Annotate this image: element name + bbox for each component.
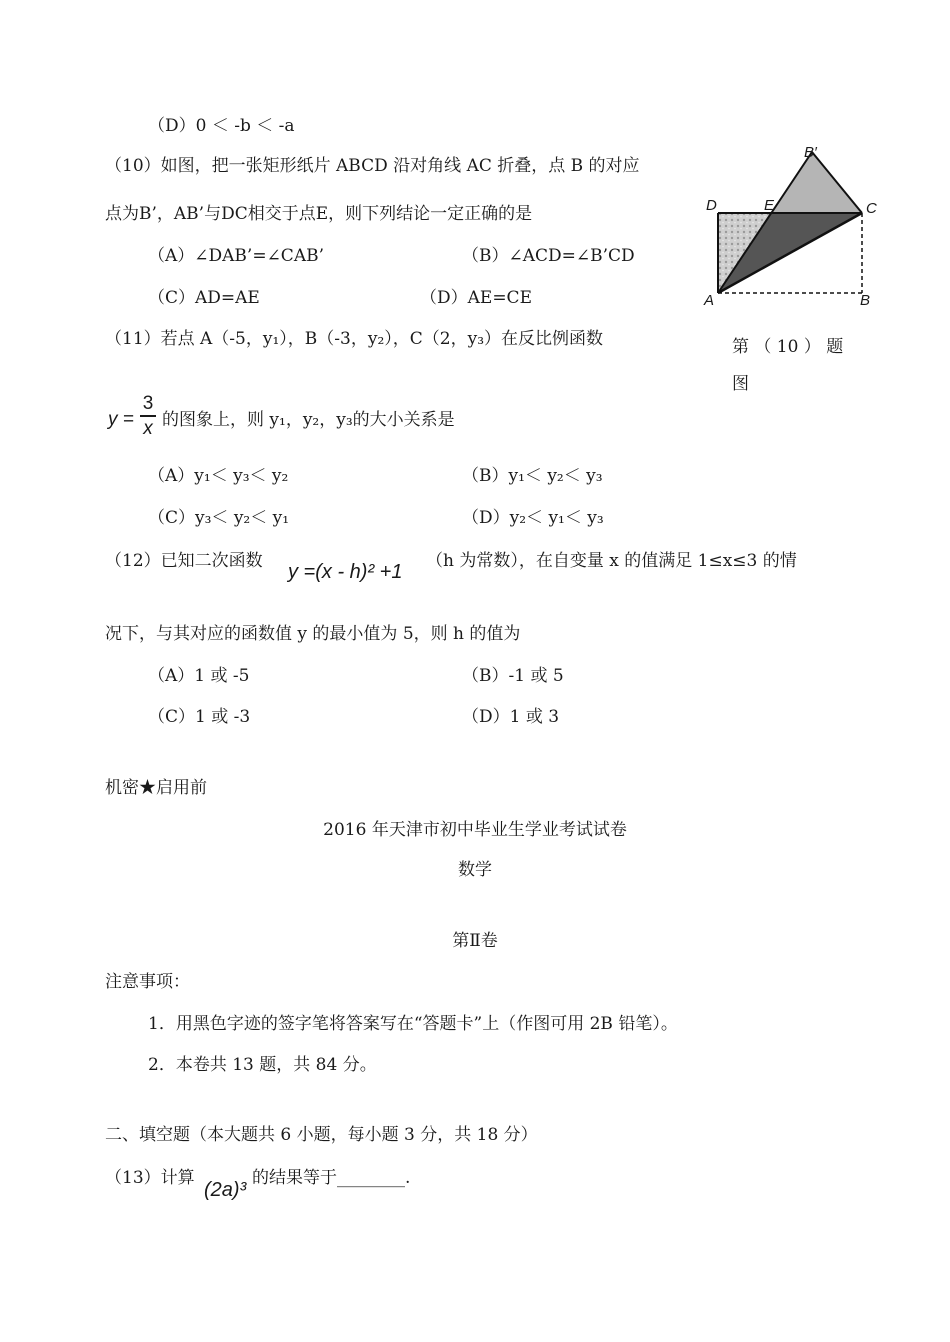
fig-label-a: A [704, 292, 715, 309]
q11-option-a: （A）y₁＜ y₃＜ y₂ [148, 466, 289, 486]
q10-option-d: （D）AE=CE [420, 288, 532, 308]
fraction-bar [140, 415, 156, 417]
section2-heading: 二、填空题（本大题共 6 小题，每小题 3 分，共 18 分） [105, 1125, 538, 1145]
notes-heading: 注意事项： [105, 972, 190, 992]
q10-stem-line1: （10）如图，把一张矩形纸片 ABCD 沿对角线 AC 折叠，点 B 的对应 [105, 156, 640, 176]
q10-figure-caption-line1: 第 （ 10 ） 题 [732, 337, 844, 357]
q13-stem-end: 的结果等于________. [252, 1168, 411, 1188]
fig-label-c: C [866, 200, 877, 217]
q10-option-a: （A）∠DAB’=∠CAB’ [148, 246, 324, 266]
q10-figure-caption-line2: 图 [732, 374, 749, 394]
q10-option-c: （C）AD=AE [148, 288, 260, 308]
q11-stem-line2: 的图象上，则 y₁，y₂，y₃的大小关系是 [162, 410, 455, 430]
notes-item-1: 1．用黑色字迹的签字笔将答案写在“答题卡”上（作图可用 2B 铅笔）。 [148, 1014, 678, 1034]
q10-figure [700, 140, 890, 315]
subject-title: 数学 [458, 860, 492, 880]
q11-formula-lhs: y = [108, 409, 134, 430]
q11-option-c: （C）y₃＜ y₂＜ y₁ [148, 508, 290, 528]
fig-label-b-prime: B′ [804, 144, 817, 161]
q12-stem-line2: 况下，与其对应的函数值 y 的最小值为 5，则 h 的值为 [105, 624, 521, 644]
q12-stem-end: （h 为常数），在自变量 x 的值满足 1≤x≤3 的情 [426, 551, 797, 571]
q9-option-d: （D）0 ＜ -b ＜ -a [148, 116, 295, 136]
fig-label-b: B [860, 292, 871, 309]
q11-option-d: （D）y₂＜ y₁＜ y₃ [462, 508, 604, 528]
exam-title: 2016 年天津市初中毕业生学业考试试卷 [323, 820, 627, 840]
q13-formula: (2a)³ [204, 1179, 247, 1201]
q10-option-b: （B）∠ACD=∠B’CD [462, 246, 635, 266]
fig-label-e: E [764, 197, 775, 214]
q12-stem-start: （12）已知二次函数 [105, 551, 263, 571]
q13-stem-start: （13）计算 [105, 1168, 195, 1188]
q12-option-c: （C）1 或 -3 [148, 707, 251, 727]
q11-option-b: （B）y₁＜ y₂＜ y₃ [462, 466, 603, 486]
q10-stem-line2: 点为B’，AB’与DC相交于点E，则下列结论一定正确的是 [105, 204, 533, 224]
q11-formula-fraction [140, 394, 156, 438]
q11-formula-denominator: x [143, 417, 153, 439]
confidential-label: 机密★启用前 [105, 778, 207, 798]
volume-title: 第Ⅱ卷 [452, 931, 498, 951]
q11-formula-numerator: 3 [142, 393, 154, 414]
q12-formula: y =(x - h)² +1 [288, 561, 403, 583]
q12-option-a: （A）1 或 -5 [148, 666, 250, 686]
q12-option-b: （B）-1 或 5 [462, 666, 564, 686]
q12-option-d: （D）1 或 3 [462, 707, 560, 727]
notes-item-2: 2．本卷共 13 题，共 84 分。 [148, 1055, 377, 1075]
q11-stem-line1: （11）若点 A（-5，y₁），B（-3，y₂），C（2，y₃）在反比例函数 [105, 329, 604, 349]
fig-label-d: D [706, 197, 717, 214]
